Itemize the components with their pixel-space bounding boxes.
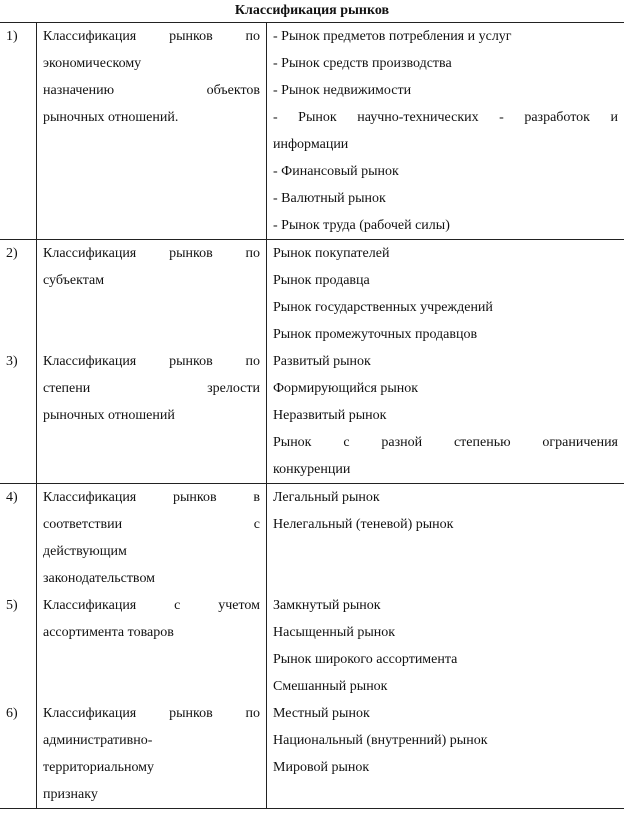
value-item: Нелегальный (теневой) рынок — [273, 517, 454, 532]
value-item: Насыщенный рынок — [273, 625, 396, 640]
criterion-line: соответствии с — [43, 517, 260, 532]
criterion-line: Классификация рынков по — [43, 706, 260, 721]
value-item: Национальный (внутренний) рынок — [273, 733, 488, 748]
value-item: Легальный рынок — [273, 490, 380, 505]
values-cell — [267, 592, 624, 700]
criterion-cell — [37, 240, 267, 349]
row-number: 2) — [0, 240, 37, 349]
criterion-line: признаку — [43, 787, 98, 802]
values-cell — [267, 700, 624, 809]
value-item: Замкнутый рынок — [273, 598, 381, 613]
criterion-line: действующим — [43, 544, 127, 559]
criterion-cell — [37, 592, 267, 700]
value-item: - Рынок недвижимости — [273, 83, 412, 98]
value-item: Неразвитый рынок — [273, 408, 387, 423]
criterion-line: Классификация с учетом — [43, 598, 260, 613]
values-cell — [267, 23, 624, 240]
value-item: Смешанный рынок — [273, 679, 388, 694]
value-item: информации — [273, 137, 349, 152]
values-cell — [267, 484, 624, 593]
criterion-cell — [37, 700, 267, 809]
row-number: 1) — [0, 23, 37, 240]
value-item: Рынок продавца — [273, 273, 370, 288]
table-title: Классификация рынков — [234, 3, 390, 18]
table-row — [0, 240, 624, 349]
criterion-line: Классификация рынков в — [43, 490, 260, 505]
row-number: 4) — [0, 484, 37, 593]
criterion-line: административно- — [43, 733, 153, 748]
row-number: 6) — [0, 700, 37, 809]
value-item: Мировой рынок — [273, 760, 370, 775]
criterion-cell — [37, 23, 267, 240]
row-number: 5) — [6, 598, 18, 613]
value-item: Рынок широкого ассортимента — [273, 652, 458, 667]
row-number: 3) — [6, 354, 18, 369]
criterion-line: субъектам — [43, 273, 105, 288]
classification-table — [0, 22, 624, 809]
criterion-cell — [37, 484, 267, 593]
value-item: Формирующийся рынок — [273, 381, 419, 396]
table-row — [0, 700, 624, 809]
values-cell — [267, 240, 624, 349]
value-item: Рынок с разной степенью ограничения — [273, 435, 618, 450]
criterion-line: Классификация рынков по — [43, 29, 260, 44]
criterion-line: Классификация рынков по — [43, 246, 260, 261]
criterion-line: рыночных отношений. — [43, 110, 179, 125]
criterion-line: ассортимента товаров — [43, 625, 174, 640]
table-row — [0, 592, 624, 700]
table-row — [0, 348, 624, 484]
value-item: конкуренции — [273, 462, 351, 477]
criterion-line: Классификация рынков по — [43, 354, 260, 369]
value-item: - Рынок научно-технических - разработок и — [273, 110, 618, 125]
criterion-line: экономическому — [43, 56, 142, 71]
value-item: Местный рынок — [273, 706, 370, 721]
value-item: Рынок государственных учреждений — [273, 300, 493, 315]
criterion-cell — [37, 348, 267, 484]
table-row — [0, 23, 624, 240]
value-item: Развитый рынок — [273, 354, 371, 369]
value-item: - Рынок труда (рабочей силы) — [273, 218, 450, 233]
criterion-line: степени зрелости — [43, 381, 260, 396]
criterion-line: назначению объектов — [43, 83, 260, 98]
value-item: - Финансовый рынок — [273, 164, 399, 179]
value-item: - Рынок предметов потребления и услуг — [273, 29, 512, 44]
criterion-line: законодательством — [43, 571, 156, 586]
table-row — [0, 484, 624, 593]
value-item: - Рынок средств производства — [273, 56, 452, 71]
criterion-line: территориальному — [43, 760, 155, 775]
value-item: Рынок промежуточных продавцов — [273, 327, 478, 342]
criterion-line: рыночных отношений — [43, 408, 175, 423]
values-cell — [267, 348, 624, 484]
value-item: - Валютный рынок — [273, 191, 386, 206]
value-item: Рынок покупателей — [273, 246, 390, 261]
